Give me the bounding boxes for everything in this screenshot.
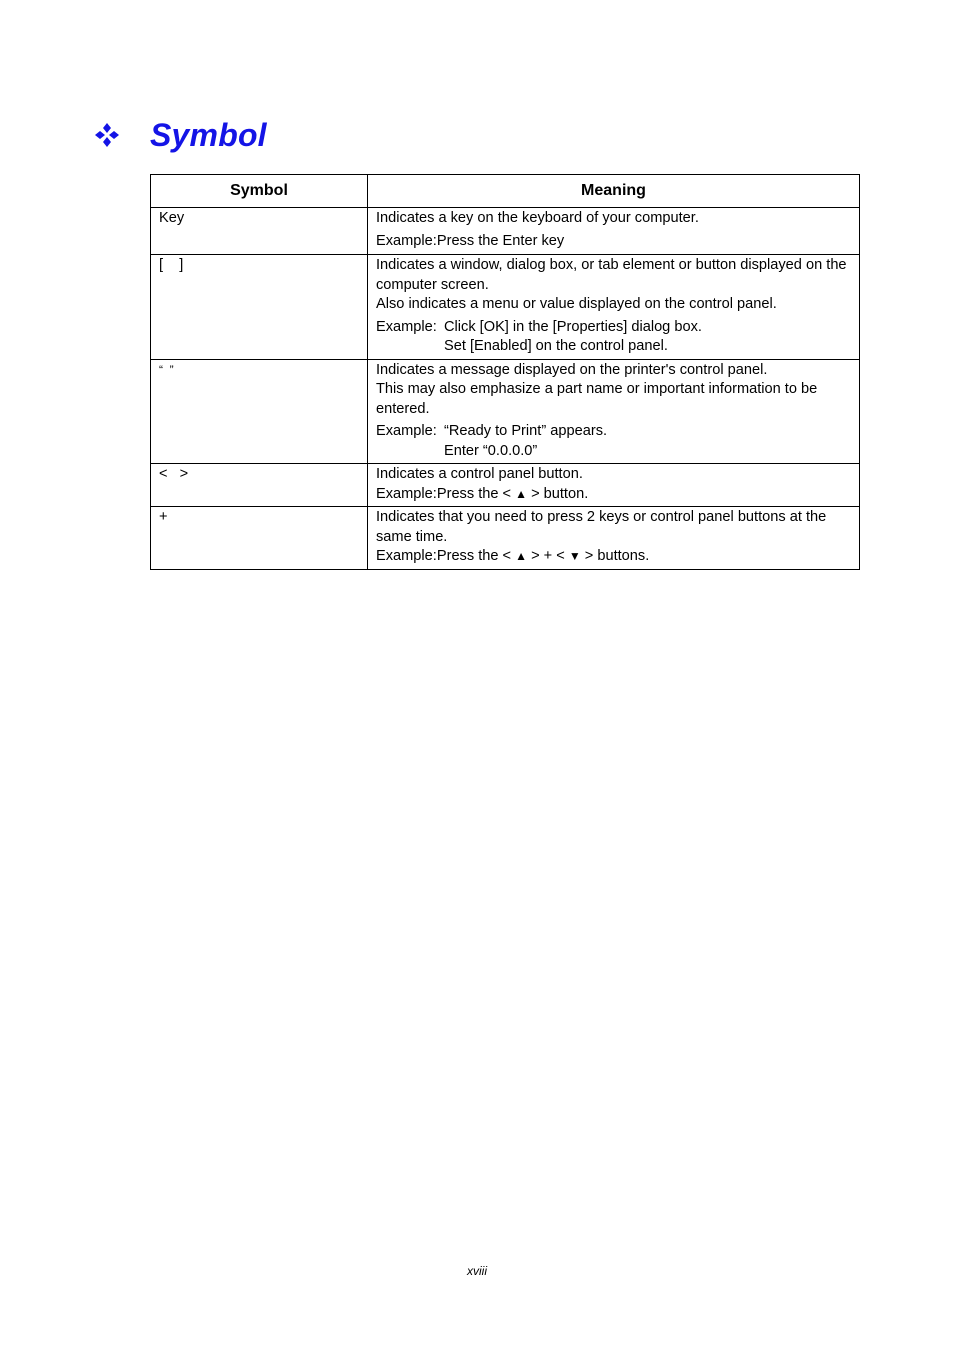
meaning-text: Indicates a window, dialog box, or tab element or button displayed on the computer screen. <box>376 257 847 293</box>
symbol-cell: Key <box>151 208 368 255</box>
example-line: Press the Enter key <box>436 232 565 249</box>
example-label: Example: <box>376 232 437 249</box>
meaning-text: Indicates that you need to press 2 keys or control panel buttons at the same time. <box>376 509 827 545</box>
down-triangle-icon: ▼ <box>568 549 581 563</box>
example <box>376 422 853 461</box>
page-title: Symbol <box>150 116 267 153</box>
example-text: Press the < <box>436 485 516 502</box>
meaning-text-2: Also indicates a menu or value displayed on the control panel. <box>376 296 777 312</box>
symbol-table <box>150 174 860 570</box>
header-meaning: Meaning <box>368 175 860 208</box>
example-text: > buttons. <box>580 548 650 564</box>
symbol-cell: “ ” <box>151 359 368 464</box>
table-row <box>151 359 860 464</box>
meaning-cell <box>368 255 860 360</box>
meaning-cell <box>368 208 860 255</box>
meaning-text-2: This may also emphasize a part name or important information to be entered. <box>376 381 818 417</box>
example-line: Set [Enabled] on the control panel. <box>444 338 668 354</box>
example-line: Click [OK] in the [Properties] dialog box. <box>444 318 702 335</box>
example-text: > button. <box>527 485 589 502</box>
symbol-cell: < > <box>151 464 368 507</box>
example-label: Example: <box>376 318 437 335</box>
example <box>376 318 853 357</box>
table-header-row <box>151 175 860 208</box>
meaning-cell <box>368 464 860 507</box>
four-diamond-icon <box>94 122 120 148</box>
table-row <box>151 507 860 570</box>
meaning-text: Indicates a control panel button. <box>376 466 583 482</box>
example-label: Example: <box>376 485 437 502</box>
example-line <box>376 547 853 567</box>
example-text: > + < <box>527 548 569 564</box>
example-label: Example: <box>376 423 437 439</box>
symbol-cell: + <box>151 507 368 570</box>
example-line: “Ready to Print” appears. <box>444 423 608 439</box>
example-line: Enter “0.0.0.0” <box>444 442 538 459</box>
meaning-text: Indicates a key on the keyboard of your computer. <box>376 210 699 226</box>
up-triangle-icon: ▲ <box>515 486 528 501</box>
example-line <box>376 485 853 505</box>
table-row <box>151 208 860 255</box>
header-symbol: Symbol <box>151 175 368 208</box>
meaning-text: Indicates a message displayed on the printer's control panel. <box>376 361 768 378</box>
symbol-cell: [ ] <box>151 255 368 360</box>
table-row <box>151 464 860 507</box>
meaning-cell <box>368 359 860 464</box>
up-triangle-icon: ▲ <box>515 549 528 563</box>
page-number: xviii <box>467 1264 487 1278</box>
meaning-cell <box>368 507 860 570</box>
table-row <box>151 255 860 360</box>
example <box>376 232 853 252</box>
example-label: Example: <box>376 548 437 564</box>
section-heading <box>94 112 267 158</box>
example-text: Press the < <box>436 548 516 564</box>
